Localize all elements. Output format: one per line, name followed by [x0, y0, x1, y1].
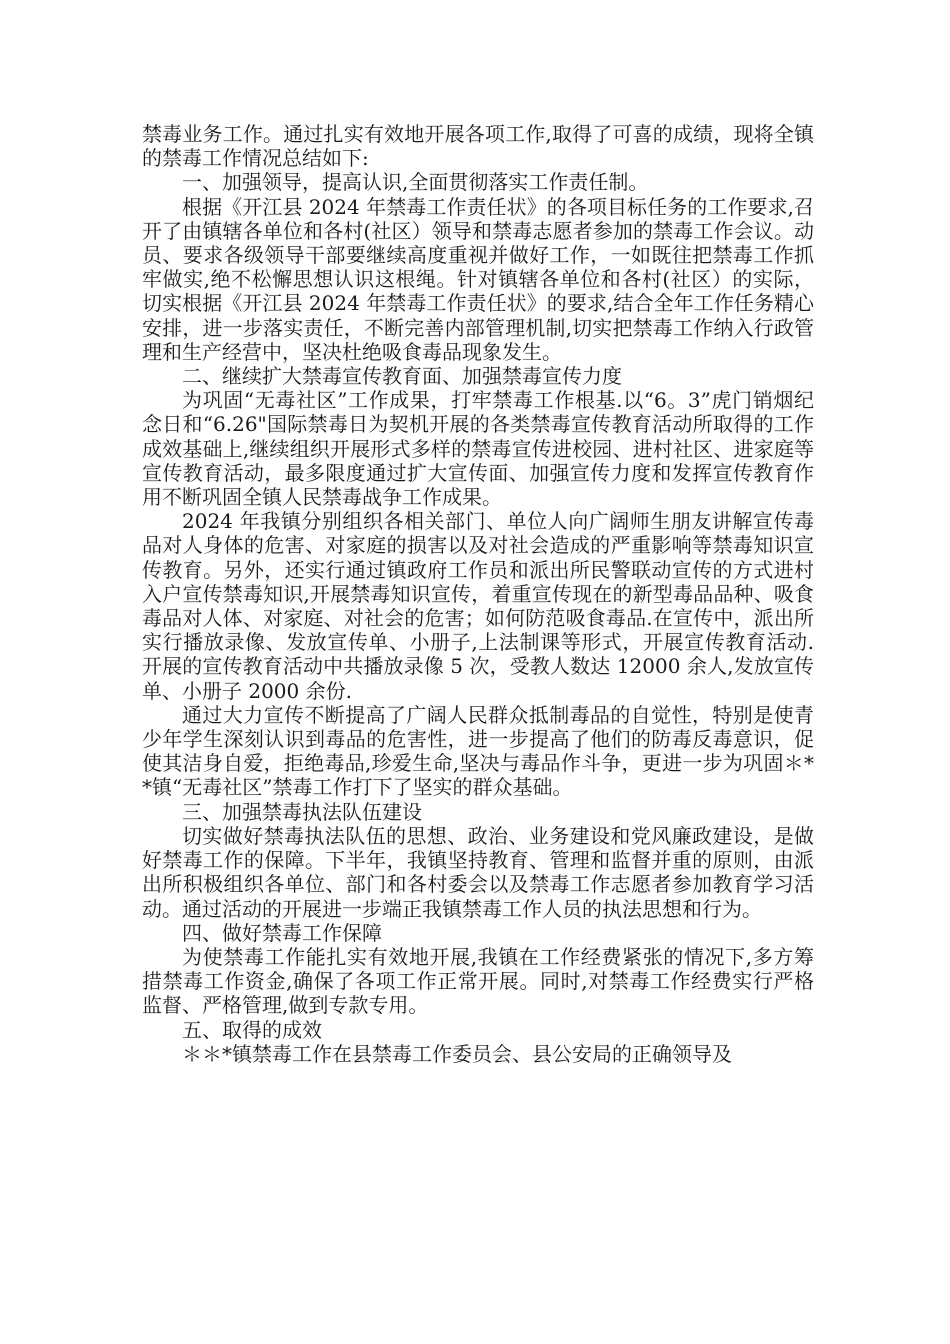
paragraph-education-2024: 2024 年我镇分别组织各相关部门、单位人向广阔师生朋友讲解宣传毒品对人身体的危害、对家庭的损害以及对社会造成的严重影响等禁毒知识宣传教育。另外，还实行通过镇政府工作员和派出所民警联动宣传的方式进村入户宣传禁毒知识,开展禁毒知识宣传，着重宣传现在的新型毒品品种、吸食毒品对人体、对家庭、对社会的危害；如何防范吸食毒品.在宣传中，派出所实行播放录像、发放宣传单、小册子,上法制课等形式，开展宣传教育活动.开展的宣传教育活动中共播放录像 5 次，受教人数达 12000 余人,发放宣传单、小册子 2000 余份.	[142, 509, 814, 703]
paragraph-funding: 为使禁毒工作能扎实有效地开展,我镇在工作经费紧张的情况下,多方筹措禁毒工作资金,确保了各项工作正常开展。同时,对禁毒工作经费实行严格监督、严格管理,做到专款专用。	[142, 944, 814, 1018]
section-heading-1: 一、加强领导，提高认识,全面贯彻落实工作责任制。	[182, 170, 649, 195]
document-body	[142, 122, 814, 1066]
section-heading-5: 五、取得的成效	[182, 1017, 322, 1042]
section-heading-4: 四、做好禁毒工作保障	[182, 920, 382, 945]
paragraph-propaganda: 为巩固“无毒社区”工作成果，打牢禁毒工作根基.以“6。3”虎门销烟纪念日和“6.26"国际禁毒日为契机开展的各类禁毒宣传教育活动所取得的工作成效基础上,继续组织开展形式多样的禁毒宣传进校园、进村社区、进家庭等宣传教育活动，最多限度通过扩大宣传面、加强宣传力度和发挥宣传教育作用不断巩固全镇人民禁毒战争工作成果。	[142, 388, 814, 510]
section-heading-2: 二、继续扩大禁毒宣传教育面、加强禁毒宣传力度	[182, 364, 622, 389]
paragraph-awareness: 通过大力宣传不断提高了广阔人民群众抵制毒品的自觉性，特别是使青少年学生深刻认识到毒品的危害性，进一步提高了他们的防毒反毒意识，促使其洁身自爱，拒绝毒品,珍爱生命,坚决与毒品作斗争，更进一步为巩固＊**镇“无毒社区”禁毒工作打下了坚实的群众基础。	[142, 702, 814, 800]
paragraph-intro: 禁毒业务工作。通过扎实有效地开展各项工作,取得了可喜的成绩，现将全镇的禁毒工作情况总结如下:	[142, 122, 814, 171]
paragraph-results: ＊＊*镇禁毒工作在县禁毒工作委员会、县公安局的正确领导及	[182, 1041, 732, 1066]
paragraph-leadership: 根据《开江县 2024 年禁毒工作责任状》的各项目标任务的工作要求,召开了由镇辖各单位和各村(社区）领导和禁毒志愿者参加的禁毒工作会议。动员、要求各级领导干部要继续高度重视并做好工作，一如既往把禁毒工作抓牢做实,绝不松懈思想认识这根绳。针对镇辖各单位和各村(社区）的实际，切实根据《开江县 2024 年禁毒工作责任状》的要求,结合全年工作任务精心安排，进一步落实责任，不断完善内部管理机制,切实把禁毒工作纳入行政管理和生产经营中，坚决杜绝吸食毒品现象发生。	[142, 194, 814, 364]
section-heading-3: 三、加强禁毒执法队伍建设	[182, 799, 422, 824]
paragraph-team-building: 切实做好禁毒执法队伍的思想、政治、业务建设和党风廉政建设，是做好禁毒工作的保障。下半年，我镇坚持教育、管理和监督并重的原则，由派出所积极组织各单位、部门和各村委会以及禁毒工作志愿者参加教育学习活动。通过活动的开展进一步端正我镇禁毒工作人员的执法思想和行为。	[142, 823, 814, 921]
